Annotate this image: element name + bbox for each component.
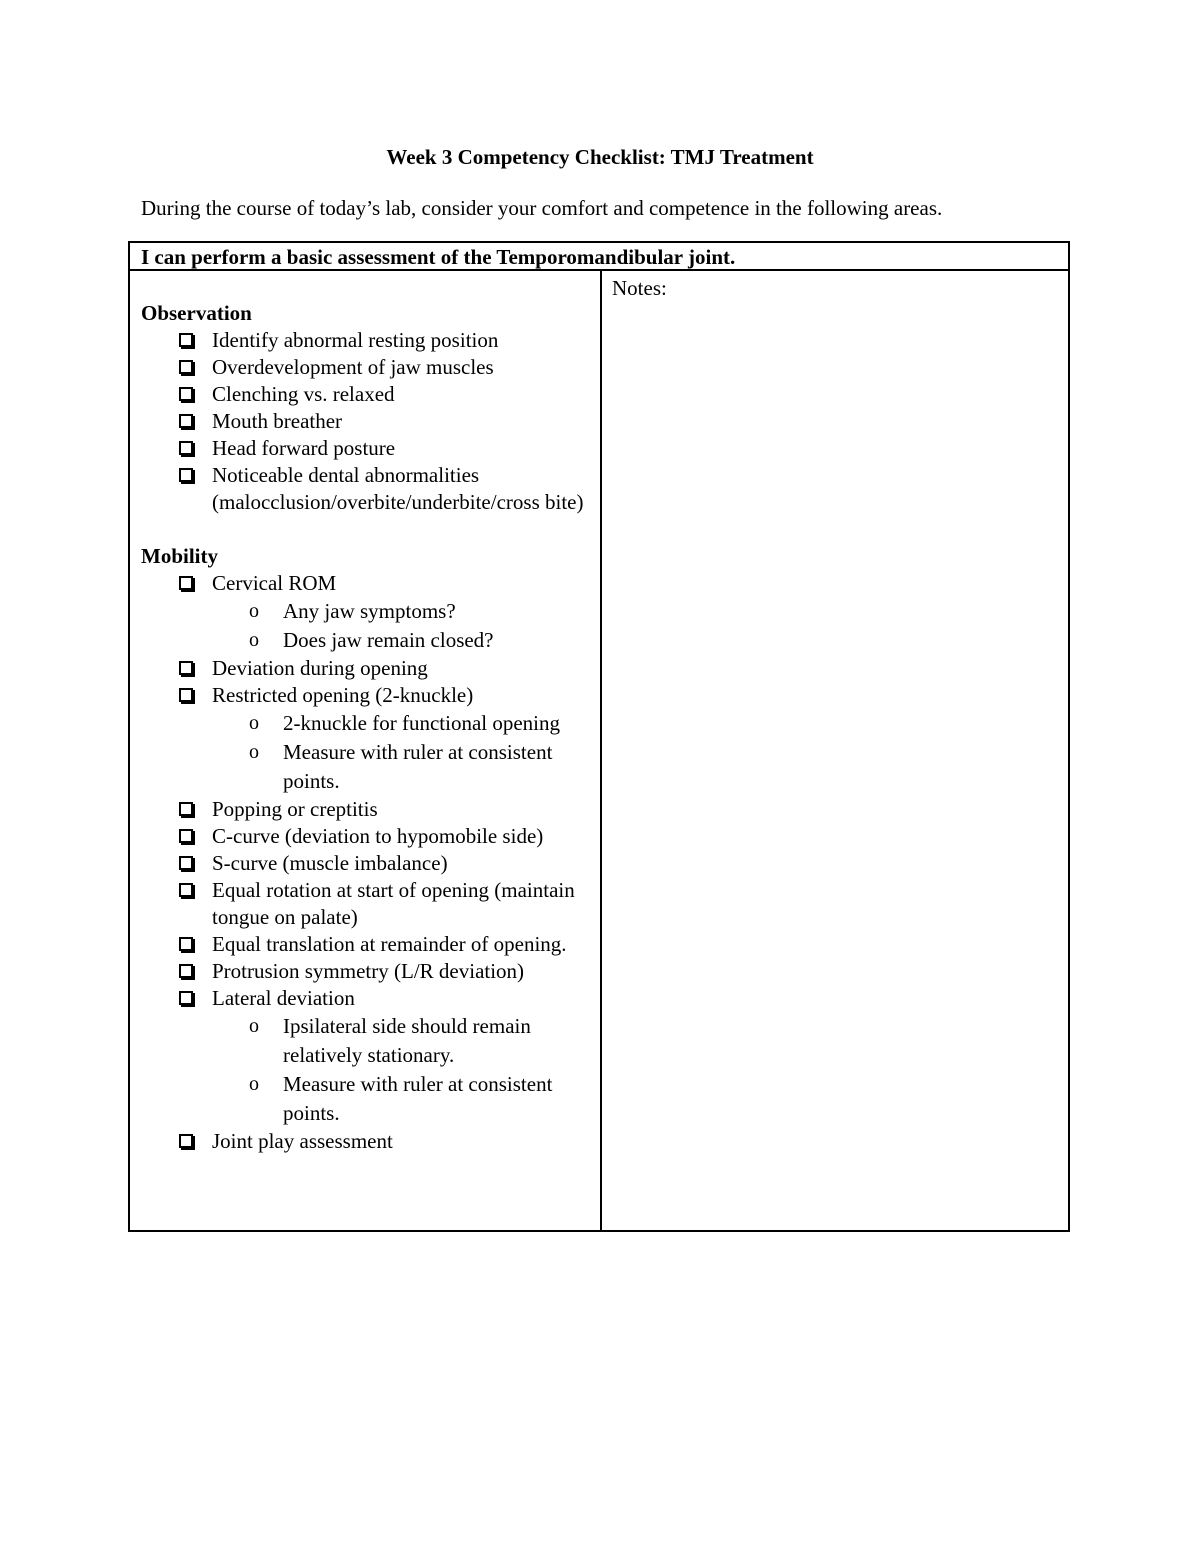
item-label: Clenching vs. relaxed <box>212 382 395 406</box>
sub-item-label: Measure with ruler at consistent points. <box>283 1072 553 1125</box>
sub-item <box>141 1012 591 1070</box>
item-label: Overdevelopment of jaw muscles <box>212 355 494 379</box>
checkbox-icon[interactable] <box>179 937 193 951</box>
checklist-item[interactable] <box>141 354 591 381</box>
checkbox-icon[interactable] <box>179 883 193 897</box>
mobility-heading: Mobility <box>141 544 218 568</box>
checkbox-icon[interactable] <box>179 333 193 347</box>
sub-item-label: Any jaw symptoms? <box>283 599 456 623</box>
checkbox-icon[interactable] <box>179 360 193 374</box>
item-label: Cervical ROM <box>212 571 337 595</box>
checklist-item[interactable] <box>141 570 591 597</box>
item-label: Protrusion symmetry (L/R deviation) <box>212 959 525 983</box>
sub-item <box>141 597 591 626</box>
item-label: Equal rotation at start of opening (maintain tongue on palate) <box>212 878 575 929</box>
item-label: S-curve (muscle imbalance) <box>212 851 448 875</box>
item-label: Head forward posture <box>212 436 396 460</box>
sub-item <box>141 626 591 655</box>
checklist-item[interactable] <box>141 381 591 408</box>
checklist-item[interactable] <box>141 327 591 354</box>
document-title: Week 3 Competency Checklist: TMJ Treatment <box>386 145 814 169</box>
checkbox-icon[interactable] <box>179 661 193 675</box>
table-header: I can perform a basic assessment of the Temporomandibular joint. <box>130 243 1068 271</box>
item-label: Identify abnormal resting position <box>212 328 499 352</box>
sub-item <box>141 1070 591 1128</box>
checklist-item[interactable] <box>141 462 591 516</box>
checkbox-icon[interactable] <box>179 576 193 590</box>
checklist-item[interactable] <box>141 408 591 435</box>
item-label: Popping or creptitis <box>212 797 378 821</box>
item-label: Joint play assessment <box>212 1129 393 1153</box>
bullet-icon: o <box>249 600 259 622</box>
checkbox-icon[interactable] <box>179 441 193 455</box>
checkbox-icon[interactable] <box>179 964 193 978</box>
sub-item-label: Does jaw remain closed? <box>283 628 494 652</box>
checklist-item[interactable] <box>141 958 591 985</box>
item-label: Equal translation at remainder of opening. <box>212 932 567 956</box>
checkbox-icon[interactable] <box>179 856 193 870</box>
observation-heading: Observation <box>141 301 252 325</box>
checklist-item[interactable] <box>141 655 591 682</box>
bullet-icon: o <box>249 1015 259 1037</box>
item-label: Restricted opening (2-knuckle) <box>212 683 474 707</box>
column-divider <box>600 271 602 1230</box>
checkbox-icon[interactable] <box>179 414 193 428</box>
checklist-item[interactable] <box>141 796 591 823</box>
checkbox-icon[interactable] <box>179 802 193 816</box>
bullet-icon: o <box>249 629 259 651</box>
bullet-icon: o <box>249 712 259 734</box>
checklist-item[interactable] <box>141 682 591 709</box>
checklist-item[interactable] <box>141 985 591 1012</box>
checklist-column <box>141 300 591 1155</box>
item-label: Noticeable dental abnormalities (malocclusion/overbite/underbite/cross bite) <box>212 463 584 514</box>
checkbox-icon[interactable] <box>179 688 193 702</box>
checklist-item[interactable] <box>141 823 591 850</box>
sub-item <box>141 738 591 796</box>
bullet-icon: o <box>249 1073 259 1095</box>
sub-item-label: Measure with ruler at consistent points. <box>283 740 553 793</box>
sub-item-label: 2-knuckle for functional opening <box>283 711 560 735</box>
sub-item <box>141 709 591 738</box>
item-label: Mouth breather <box>212 409 343 433</box>
checklist-item[interactable] <box>141 877 591 931</box>
intro-text: During the course of today’s lab, consider your comfort and competence in the following areas. <box>141 196 943 220</box>
checklist-item[interactable] <box>141 435 591 462</box>
section-spacer <box>141 516 591 543</box>
item-label: Lateral deviation <box>212 986 355 1010</box>
item-label: C-curve (deviation to hypomobile side) <box>212 824 544 848</box>
sub-item-label: Ipsilateral side should remain relatively stationary. <box>283 1014 531 1067</box>
checkbox-icon[interactable] <box>179 991 193 1005</box>
competency-table <box>128 241 1070 1232</box>
notes-label: Notes: <box>612 276 667 300</box>
checklist-item[interactable] <box>141 931 591 958</box>
checkbox-icon[interactable] <box>179 468 193 482</box>
bullet-icon: o <box>249 741 259 763</box>
checkbox-icon[interactable] <box>179 829 193 843</box>
checklist-item[interactable] <box>141 1128 591 1155</box>
checklist-item[interactable] <box>141 850 591 877</box>
checkbox-icon[interactable] <box>179 1134 193 1148</box>
item-label: Deviation during opening <box>212 656 428 680</box>
checkbox-icon[interactable] <box>179 387 193 401</box>
